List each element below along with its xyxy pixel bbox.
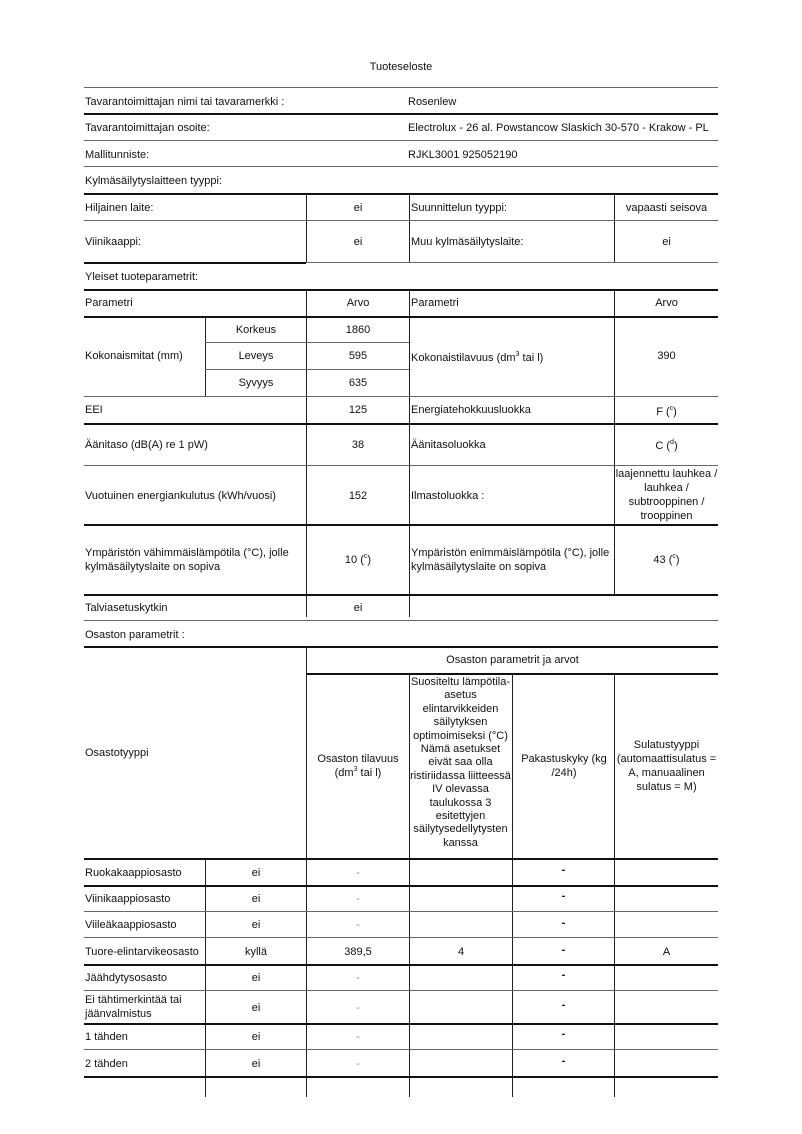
general-section-label: Yleiset tuoteparametrit: [85, 271, 199, 283]
compartment-freeze: - [561, 999, 566, 1011]
divider [84, 1049, 718, 1050]
compartment-type: 1 tähden [85, 1031, 128, 1043]
compartment-freeze: - [561, 917, 566, 929]
document-title: Tuoteseloste [369, 61, 433, 73]
compartment-present: ei [251, 893, 261, 905]
compartment-volume: - [356, 867, 360, 879]
winter-switch-label: Talviasetuskytkin [85, 602, 168, 614]
supplier-address-value: Electrolux - 26 al. Powstancow Slaskich 30-570 - Krakow - PL [408, 122, 709, 134]
divider [84, 465, 718, 466]
compartments-section-label: Osaston parametrit : [85, 629, 185, 641]
compartment-freeze: - [561, 864, 566, 876]
divider [306, 262, 718, 263]
eei-value: 125 [348, 404, 368, 416]
compartment-freeze: - [561, 944, 566, 956]
total-volume-label: Kokonaistilavuus ($dm^3$ tai l) [411, 351, 544, 364]
min-temp-label: Ympäristön vähimmäislämpötila (°C), jolle kylmäsäilytyslaite on sopiva [85, 547, 289, 573]
divider [84, 646, 718, 648]
divider [84, 620, 718, 621]
divider [205, 369, 409, 370]
supplier-address-label: Tavarantoimittajan osoite: [85, 122, 210, 134]
height-value: 1860 [345, 324, 371, 336]
climate-class-value: laajennettu lauhkea / lauhkea / subtrooppinen / trooppinen [615, 468, 718, 522]
compartment-volume: 389,5 [344, 946, 372, 958]
compartment-group-header: Osaston parametrit ja arvot [446, 654, 579, 666]
compartment-type: Tuore-elintarvikeosasto [85, 946, 199, 958]
energy-consumption-label: Vuotuinen energiankulutus (kWh/vuosi) [85, 490, 276, 502]
compartment-volume: - [356, 1031, 360, 1043]
divider [84, 858, 718, 860]
noise-label: Äänitaso (dB(A) re 1 pW) [85, 439, 208, 451]
compartment-type: Jäähdytysosasto [85, 972, 167, 984]
divider [84, 396, 718, 397]
max-temp-value: 43 ($^c$) [653, 553, 680, 566]
column-line [409, 194, 410, 262]
param-header-2: Parametri [411, 297, 459, 309]
divider [84, 140, 718, 141]
value-header-2: Arvo [655, 297, 678, 309]
compartment-defrost: A [662, 946, 671, 958]
divider [84, 524, 718, 526]
noise-class-value: C ($^d$) [655, 439, 678, 452]
height-label: Korkeus [235, 324, 277, 336]
noise-value: 38 [351, 439, 365, 451]
dimensions-label: Kokonaismitat (mm) [85, 350, 183, 362]
divider [84, 316, 718, 318]
energy-class-label: Energiatehokkuusluokka [411, 404, 531, 416]
divider [306, 673, 718, 675]
value-header: Arvo [346, 297, 370, 309]
compartment-type: 2 tähden [85, 1058, 128, 1070]
column-line [409, 290, 410, 617]
column-line [306, 290, 307, 617]
compartment-volume: - [356, 1002, 360, 1014]
width-label: Leveys [238, 350, 274, 362]
compartment-present: ei [251, 919, 261, 931]
model-label: Mallitunniste: [85, 149, 150, 161]
winter-switch-value: ei [353, 602, 363, 614]
compartment-freeze: - [561, 1028, 566, 1040]
supplier-name-label: Tavarantoimittajan nimi tai tavaramerkki : [85, 96, 285, 108]
compartment-temp: 4 [457, 946, 465, 958]
compartment-type-header: Osastotyyppi [85, 747, 149, 759]
other-appliance-label: Muu kylmäsäilytyslaite: [411, 236, 524, 248]
compartment-present: ei [251, 972, 261, 984]
freezing-capacity-header: Pakastuskyky (kg /24h) [521, 753, 607, 779]
compartment-present: kyllä [244, 946, 267, 958]
compartment-present: ei [251, 867, 261, 879]
divider [84, 885, 718, 887]
design-type-value: vapaasti seisova [625, 202, 708, 214]
divider [84, 166, 718, 167]
total-volume-value: 390 [657, 350, 676, 362]
energy-consumption-value: 152 [348, 490, 368, 502]
compartment-freeze: - [561, 890, 566, 902]
compartment-volume: - [356, 893, 360, 905]
divider [84, 423, 718, 425]
noise-class-label: Äänitasoluokka [411, 439, 486, 451]
divider [84, 937, 718, 938]
wine-cabinet-label: Viinikaappi: [85, 236, 142, 248]
model-value: RJKL3001 925052190 [408, 149, 518, 161]
divider [84, 594, 718, 596]
divider [84, 911, 718, 912]
compartment-type: Viileäkaappiosasto [85, 919, 177, 931]
compartment-type: Ruokakaappiosasto [85, 867, 182, 879]
eei-label: EEI [85, 404, 103, 416]
divider [84, 1076, 718, 1078]
max-temp-label: Ympäristön enimmäislämpötila (°C), jolle kylmäsäilytyslaite on sopiva [411, 547, 610, 573]
depth-label: Syvyys [238, 377, 274, 389]
compartment-present: ei [251, 1058, 261, 1070]
divider [84, 990, 718, 991]
design-type-label: Suunnittelun tyyppi: [411, 202, 508, 214]
divider [84, 262, 306, 264]
depth-value: 635 [348, 377, 368, 389]
other-appliance-value: ei [662, 236, 671, 248]
wine-cabinet-value: ei [353, 236, 363, 248]
compartment-freeze: - [561, 1055, 566, 1067]
compartment-freeze: - [561, 969, 566, 981]
divider [84, 289, 718, 291]
width-value: 595 [348, 350, 368, 362]
divider [84, 964, 718, 966]
divider [84, 87, 718, 88]
divider [84, 220, 718, 221]
recommended-temp-header: Suositeltu lämpötila-asetus elintarvikkeiden säilytyksen optimoimiseksi (°C) Nämä asetukset eivät saa olla ristiriidassa liitteessä IV olevassa taulukossa 3 esitettyjen säilytysedellytysten kanssa [410, 676, 511, 849]
compartment-present: ei [251, 1031, 261, 1043]
supplier-name-value: Rosenlew [408, 96, 457, 108]
param-header: Parametri [85, 297, 133, 309]
divider [84, 113, 718, 115]
compartment-type: Ei tähtimerkintää tai jäänvalmistus [85, 994, 182, 1020]
silent-value: ei [353, 202, 363, 214]
compartment-volume: - [356, 1058, 360, 1070]
compartment-present: ei [251, 1002, 261, 1014]
climate-class-label: Ilmastoluokka : [411, 490, 485, 502]
divider [84, 193, 718, 195]
compartment-volume: - [356, 919, 360, 931]
compartment-volume-header: Osaston tilavuus ($dm^3$ tai l) [317, 753, 399, 779]
defrost-type-header: Sulatustyyppi (automaattisulatus = A, manuaalinen sulatus = M) [616, 739, 717, 793]
divider [84, 1023, 718, 1025]
energy-class-value: F ($^c$) [656, 405, 677, 418]
min-temp-value: 10 ($^c$) [344, 553, 372, 566]
silent-label: Hiljainen laite: [85, 202, 154, 214]
compartment-volume: - [356, 972, 360, 984]
appliance-type-section-label: Kylmäsäilytyslaitteen tyyppi: [85, 175, 222, 187]
compartment-type: Viinikaappiosasto [85, 893, 171, 905]
divider [205, 342, 409, 343]
